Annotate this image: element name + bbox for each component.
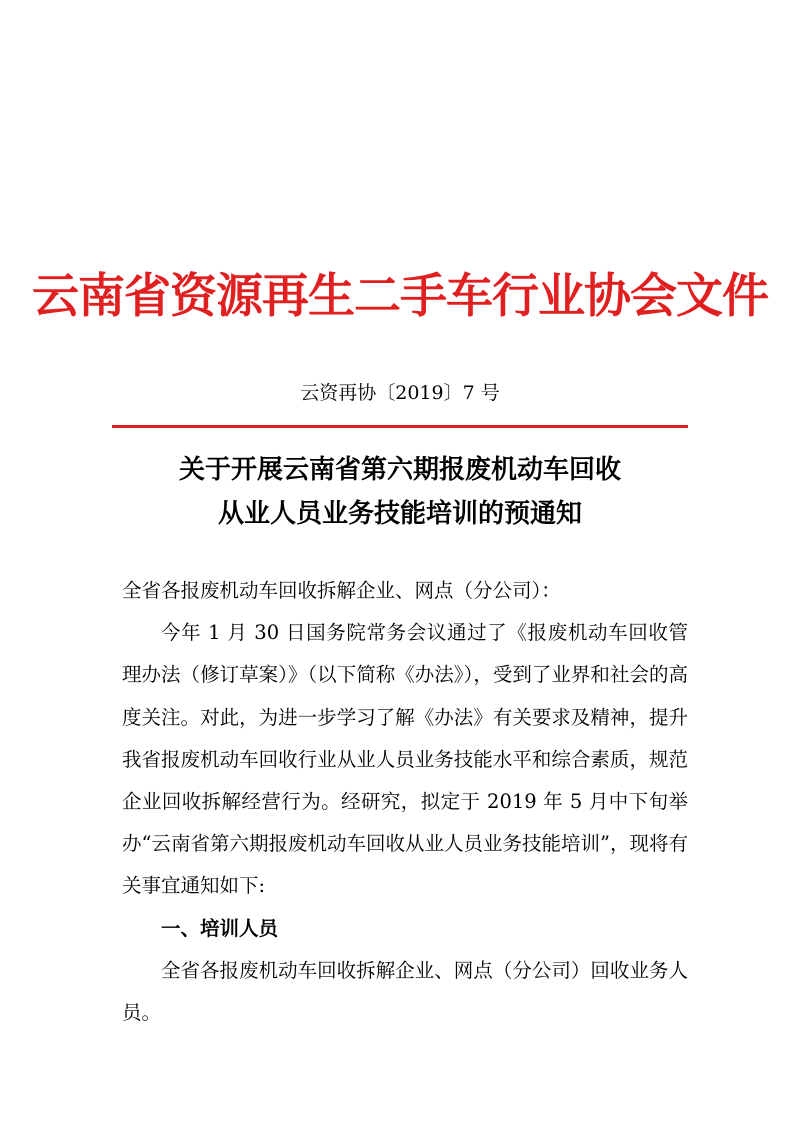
- organization-header: 云南省资源再生二手车行业协会文件: [32, 269, 768, 324]
- section-1-text: 全省各报废机动车回收拆解企业、网点（分公司）回收业务人员。: [122, 958, 688, 1025]
- body-paragraph-1: 今年 1 月 30 日国务院常务会议通过了《报废机动车回收管理办法（修订草案）》（以下简称《办法》），受到了业界和社会的高度关注。对此，为进一步学习了解《办法》有关要求及精神，提升我省报废机动车回收行业从业人员业务技能水平和综合素质，规范企业回收拆解经营行为。经研究，拟定于 2019 年 5 月中下旬举办“云南省第六期报废机动车回收从业人员业务技能培训”，现将有关事宜通知如下:: [122, 621, 688, 898]
- document-title-line-2: 从业人员业务技能培训的预通知: [217, 499, 582, 529]
- red-divider-line: [112, 425, 688, 428]
- document-title-line-1: 关于开展云南省第六期报废机动车回收: [178, 455, 621, 485]
- document-body: [122, 570, 688, 1034]
- section-heading-1: 一、培训人员: [161, 916, 279, 940]
- document-number: 云资再协〔2019〕7 号: [300, 382, 500, 404]
- salutation: 全省各报废机动车回收拆解企业、网点（分公司）：: [122, 579, 561, 602]
- document-title: [0, 448, 800, 536]
